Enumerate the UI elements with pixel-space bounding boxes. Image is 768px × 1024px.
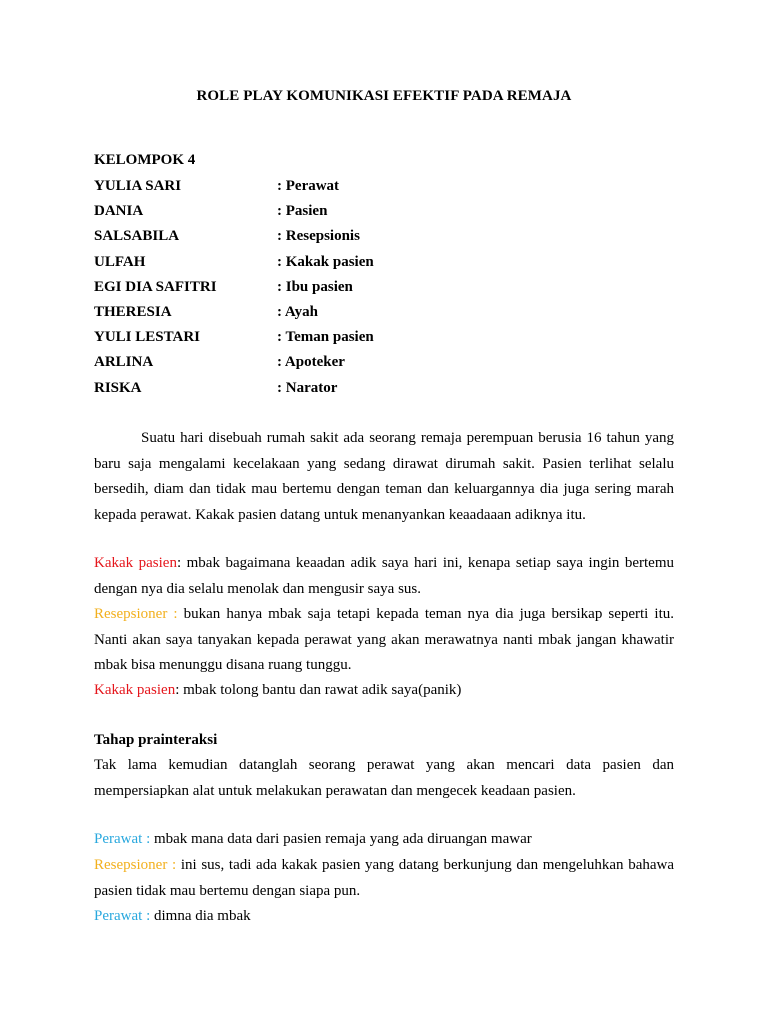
speaker-label: Kakak pasien <box>94 682 176 698</box>
group-label: KELOMPOK 4 <box>94 152 196 168</box>
dialog-line <box>94 853 674 904</box>
member-role: : Apoteker <box>277 354 345 371</box>
section-paragraph: Tak lama kemudian datanglah seorang perawat yang akan mencari data pasien dan mempersiapkan alat untuk melakukan perawatan dan mengecek keadaan pasien. <box>94 757 674 799</box>
document-title: ROLE PLAY KOMUNIKASI EFEKTIF PADA REMAJA <box>196 88 572 104</box>
member-name: ULFAH <box>94 253 146 270</box>
intro-text: Suatu hari disebuah rumah sakit ada seorang remaja perempuan berusia 16 tahun yang baru saja mengalami kecelakaan yang sedang dirawat dirumah sakit. Pasien terlihat selalu bersedih, diam dan tidak mau bertemu dengan teman dan keluargannya dia juga sering marah kepada perawat. Kakak pasien datang untuk menanyankan keaadaaan adiknya itu. <box>94 430 674 523</box>
dialog-line <box>94 551 674 602</box>
member-row <box>94 278 694 303</box>
member-name: THERESIA <box>94 303 172 320</box>
speaker-separator: : <box>142 831 154 847</box>
member-role: : Teman pasien <box>277 329 374 346</box>
member-row <box>94 303 694 328</box>
member-role: : Narator <box>277 379 338 396</box>
speaker-label: Perawat <box>94 908 143 924</box>
member-row <box>94 177 694 202</box>
member-list <box>94 177 694 404</box>
dialog-line <box>94 904 674 930</box>
dialog-text: bukan hanya mbak saja tetapi kepada teman nya dia juga bersikap seperti itu. Nanti akan saya tanyakan kepada perawat yang akan merawatnya nanti mbak jangan khawatir mbak bisa menunggu disana ruang tunggu. <box>94 606 674 673</box>
member-row <box>94 353 694 378</box>
dialog-text: mbak mana data dari pasien remaja yang ada diruangan mawar <box>153 831 532 847</box>
dialog-line <box>94 678 674 704</box>
dialog-text: mbak tolong bantu dan rawat adik saya(panik) <box>183 682 462 698</box>
member-role: : Resepsionis <box>277 228 360 245</box>
speaker-label: Perawat <box>94 831 143 847</box>
member-row <box>94 202 694 227</box>
dialog-text: mbak bagaimana keaadan adik saya hari ini, kenapa setiap saya ingin bertemu dengan nya dia selalu menolak dan mengusir saya sus. <box>94 555 675 597</box>
section-heading: Tahap prainteraksi <box>94 732 218 748</box>
member-name: SALSABILA <box>94 228 180 245</box>
member-name: EGI DIA SAFITRI <box>94 278 217 295</box>
speaker-separator: : <box>167 857 181 873</box>
speaker-separator: : <box>176 555 187 571</box>
member-role: : Pasien <box>277 203 328 220</box>
intro-paragraph <box>94 426 674 528</box>
member-name: YULI LESTARI <box>94 329 201 346</box>
dialog-line <box>94 602 674 679</box>
member-row <box>94 227 694 252</box>
speaker-label: Resepsioner <box>94 857 168 873</box>
member-role: : Ibu pasien <box>277 278 353 295</box>
member-name: ARLINA <box>94 354 154 371</box>
member-role: : Kakak pasien <box>277 253 374 270</box>
member-name: YULIA SARI <box>94 178 182 194</box>
speaker-label: Kakak pasien <box>94 555 177 571</box>
dialog-text: ini sus, tadi ada kakak pasien yang datang berkunjung dan mengeluhkan bahawa pasien tidak mau bertemu dengan siapa pun. <box>94 857 675 899</box>
dialog-text: dimna dia mbak <box>153 908 251 924</box>
member-row <box>94 379 694 404</box>
speaker-separator: : <box>142 908 154 924</box>
speaker-separator: : <box>167 606 184 622</box>
member-row <box>94 328 694 353</box>
speaker-label: Resepsioner <box>94 606 168 622</box>
member-role: : Ayah <box>277 303 318 320</box>
member-name: DANIA <box>94 203 144 220</box>
dialog-line <box>94 827 674 853</box>
member-name: RISKA <box>94 379 142 396</box>
speaker-separator: : <box>175 682 184 698</box>
member-role: : Perawat <box>277 178 340 194</box>
member-row <box>94 253 694 278</box>
